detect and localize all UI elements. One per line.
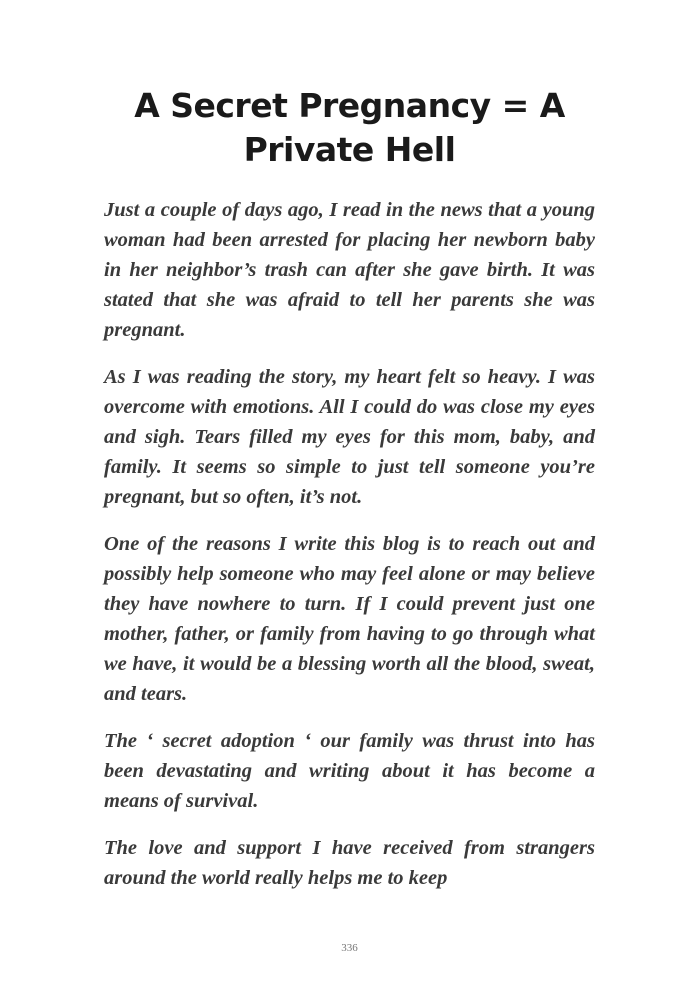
article-body	[104, 195, 595, 910]
paragraph: Just a couple of days ago, I read in the news that a young woman had been arrested for placing her newborn baby in her neighbor’s trash can after she gave birth. It was stated that she was afraid to tell her parents she was pregnant.	[104, 199, 595, 341]
paragraph: One of the reasons I write this blog is to reach out and possibly help someone who may feel alone or may believe they have nowhere to turn. If I could prevent just one mother, father, or family from having to go through what we have, it would be a blessing worth all the blood, sweat, and tears.	[104, 533, 595, 705]
page-number: 336	[341, 942, 358, 954]
paragraph: The ‘ secret adoption ‘ our family was thrust into has been devastating and writing about it has become a means of survival.	[104, 730, 595, 812]
paragraph: As I was reading the story, my heart felt so heavy. I was overcome with emotions. All I could do was close my eyes and sigh. Tears filled my eyes for this mom, baby, and family. It seems so simple to just tell someone you’re pregnant, but so often, it’s not.	[104, 366, 595, 508]
page-title: A Secret Pregnancy = A Private Hell	[134, 86, 565, 169]
paragraph: The love and support I have received from strangers around the world really helps me to keep	[104, 837, 595, 889]
